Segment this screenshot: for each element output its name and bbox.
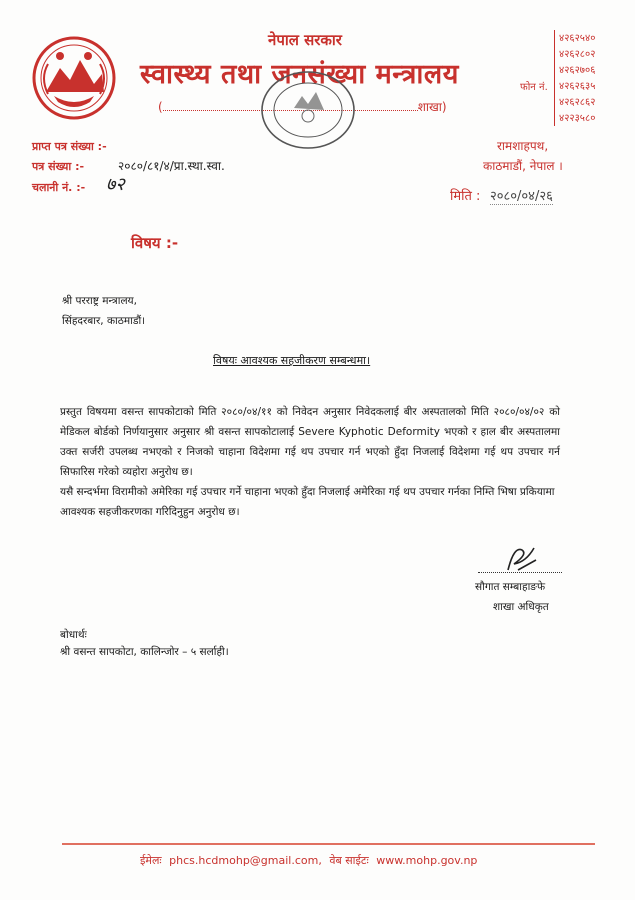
- signature-line: [478, 572, 562, 573]
- signatory-title: शाखा अधिकृत: [493, 601, 549, 613]
- letter-number-label: पत्र संख्या :-: [32, 160, 85, 173]
- phone-number: ४२६२८०२: [554, 46, 610, 62]
- phone-number: ४२६२८६२: [554, 94, 610, 110]
- phone-list: [554, 30, 610, 126]
- received-number-label: प्राप्त पत्र संख्या :-: [32, 140, 107, 153]
- website-link[interactable]: www.mohp.gov.np: [376, 854, 478, 867]
- phone-number: ४२२३५८०: [554, 110, 610, 126]
- ministry-name: स्वास्थ्य तथा जनसंख्या मन्त्रालय: [140, 59, 459, 90]
- subject-line: विषयः आवश्यक सहजीकरण सम्बन्धमा।: [213, 354, 371, 367]
- cc-label: बोधार्थः: [60, 629, 87, 641]
- body-paragraph-2: यसै सन्दर्भमा विरामीको अमेरिका गई उपचार गर्ने चाहाना भएको हुँदा निजलाई अमेरिका गई थप उपचार गर्नका निम्ति भिषा प्रकियामा आवश्यक सहजीकरणका गरिदिनुहुन अनुरोध छ।: [60, 486, 555, 518]
- office-stamp-icon: [258, 68, 358, 152]
- date-value: २०८०/०४/२६: [490, 186, 553, 205]
- nepal-emblem-icon: [30, 34, 118, 122]
- dispatch-number-label: चलानी नं. :-: [32, 181, 86, 194]
- phone-number: ४२६२५४०: [554, 30, 610, 46]
- email-link[interactable]: phcs.hcdmohp@gmail.com,: [169, 854, 322, 867]
- recipient-block: [62, 291, 145, 331]
- cc-value: श्री वसन्त सापकोटा, कालिन्जोर – ५ सर्लाही।: [60, 646, 229, 658]
- phone-label: फोन नं.: [520, 82, 548, 93]
- branch-suffix: शाखा): [417, 100, 447, 114]
- phone-number: ४२६२६३५: [554, 78, 610, 94]
- letter-number-value: २०८०/८१/४/प्रा.स्था.स्वा.: [118, 159, 225, 173]
- subject-heading: विषय :-: [131, 234, 179, 252]
- address-line-2: काठमाडौं, नेपाल ।: [483, 159, 563, 173]
- address-line-1: रामशाहपथ,: [497, 139, 549, 153]
- dispatch-number-value: ७२: [106, 174, 125, 195]
- branch-prefix: (: [158, 100, 163, 114]
- signatory-name: सौगात सम्बाहाङफे: [475, 581, 546, 593]
- government-name: नेपाल सरकार: [268, 31, 342, 49]
- recipient-line-1: श्री परराष्ट्र मन्त्रालय,: [62, 295, 137, 307]
- footer: [140, 853, 481, 868]
- body-paragraph-1: प्रस्तुत विषयमा वसन्त सापकोटाको मिति २०८०/०४/११ को निवेदन अनुसार निवेदकलाई बीर अस्पतालको मिति २०८०/०४/०२ को मेडिकल बोर्डको निर्णयानुसार अनुसार श्री वसन्त सापकोटालाई Severe Kyphotic Deformity भएको र हाल बीर अस्पतालमा उक्त सर्जरी उपलब्ध नभएको र निजको चाहाना विदेशमा गई थप उपचार गर्न भएको हुँदा निजलाई विदेशमा गई थप उपचार गर्न सिफारिस गरेको व्यहोरा अनुरोध छ।: [60, 406, 560, 478]
- email-label: ईमेलः: [140, 854, 162, 867]
- website-label: वेब साईटः: [329, 854, 369, 867]
- recipient-line-2: सिंहदरबार, काठमाडौं।: [62, 315, 146, 327]
- date-label: मिति :: [450, 189, 481, 204]
- footer-divider: [62, 843, 595, 845]
- phone-number: ४२६२७०६: [554, 62, 610, 78]
